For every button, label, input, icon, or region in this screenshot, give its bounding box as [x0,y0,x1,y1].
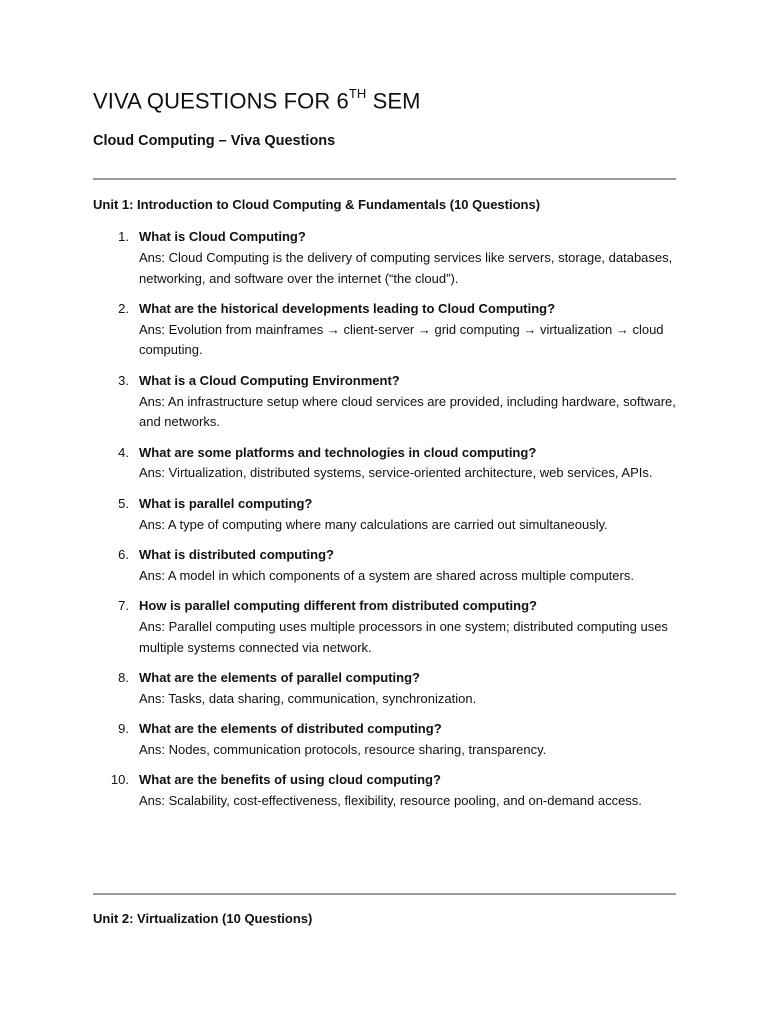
question-text: What are the historical developments leading to Cloud Computing? [139,300,556,316]
list-item [93,596,676,658]
answer-text: Ans: Nodes, communication protocols, resource sharing, transparency. [139,741,547,757]
question-number: 7. [118,597,129,613]
list-item [93,494,676,536]
list-item [93,227,676,289]
unit-2-heading: Unit 2: Virtualization (10 Questions) [93,911,313,926]
answer-text: Ans: An infrastructure setup where cloud services are provided, including hardware, software, and networks. [139,393,676,430]
section-divider [93,893,676,895]
title-main: VIVA QUESTIONS FOR 6 [93,88,349,114]
question-number: 8. [118,669,129,685]
answer-text: Ans: A model in which components of a system are shared across multiple computers. [139,567,634,583]
question-number: 4. [118,444,129,460]
list-item [93,371,676,433]
list-item [93,299,676,361]
question-number: 5. [118,495,129,511]
document-subtitle: Cloud Computing – Viva Questions [93,133,336,149]
list-item [93,443,676,485]
list-item [93,668,676,710]
question-number: 6. [118,546,129,562]
title-superscript: TH [348,86,367,101]
document-title [93,88,421,114]
question-number: 10. [110,772,129,788]
answer-text: Ans: Cloud Computing is the delivery of computing services like servers, storage, databases, networking, and software over the internet (“the cloud”). [139,249,673,286]
answer-text: Ans: Tasks, data sharing, communication, synchronization. [139,690,477,706]
question-number: 9. [118,720,129,736]
question-number: 2. [118,300,129,316]
question-text: What are some platforms and technologies in cloud computing? [139,444,537,460]
list-item [93,770,676,812]
answer-text: Ans: Scalability, cost-effectiveness, flexibility, resource pooling, and on-demand access. [139,792,642,808]
question-text: What are the elements of parallel computing? [139,669,420,685]
question-text: What is parallel computing? [139,495,313,511]
question-number: 3. [118,372,129,388]
answer-text: Ans: A type of computing where many calculations are carried out simultaneously. [139,516,608,532]
unit-1-question-list [93,227,676,821]
question-text: What is a Cloud Computing Environment? [139,372,400,388]
list-item [93,719,676,761]
section-divider [93,178,676,180]
question-number: 1. [118,229,129,244]
title-end: SEM [366,88,421,114]
question-text: How is parallel computing different from distributed computing? [139,597,537,613]
question-text: What is Cloud Computing? [139,229,306,244]
answer-text: Ans: Evolution from mainframes → client-server → grid computing → virtualization → cloud computing. [139,321,664,358]
question-text: What are the elements of distributed computing? [139,720,442,736]
unit-1-heading: Unit 1: Introduction to Cloud Computing & Fundamentals (10 Questions) [93,197,541,212]
list-item [93,545,676,587]
answer-text: Ans: Virtualization, distributed systems, service-oriented architecture, web services, APIs. [139,465,653,481]
answer-text: Ans: Parallel computing uses multiple processors in one system; distributed computing uses multiple systems connected via network. [139,618,668,655]
question-text: What are the benefits of using cloud computing? [139,772,441,788]
question-text: What is distributed computing? [139,546,334,562]
